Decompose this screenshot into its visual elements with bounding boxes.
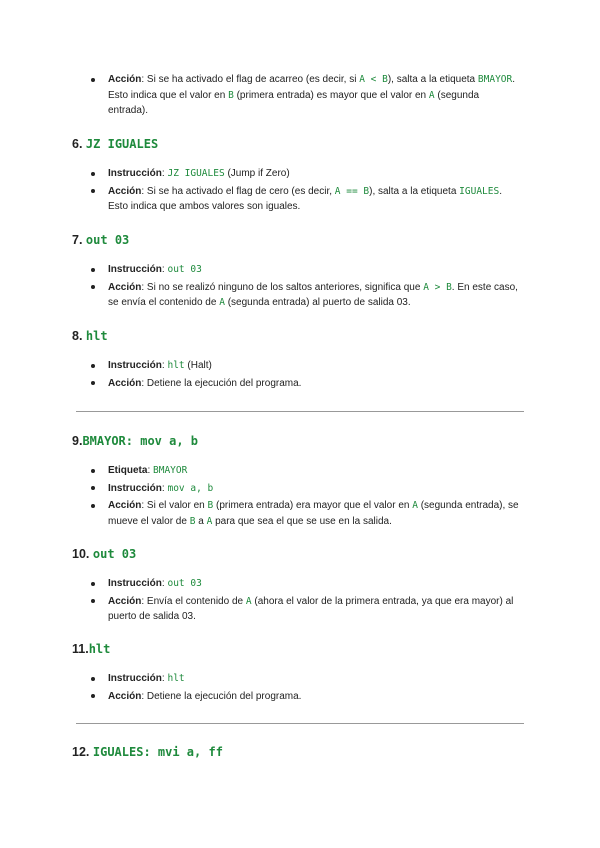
heading-step-10: [72, 547, 136, 561]
step-number: 6.: [72, 137, 83, 151]
heading-code: out 03: [85, 233, 130, 247]
code-inline: B: [207, 500, 214, 511]
code-inline: BMAYOR: [477, 74, 513, 85]
item-label: Acción: [108, 185, 142, 197]
item-text: : Detiene la ejecución del programa.: [141, 690, 302, 702]
item-text: : Si se ha activado el flag de cero (es decir,: [141, 185, 335, 197]
list-item-instruccion: [90, 358, 520, 374]
list-item-instruccion: [90, 481, 520, 497]
code-inline: mov a, b: [167, 482, 214, 494]
item-label: Instrucción: [108, 578, 162, 589]
code-inline: A: [206, 515, 213, 527]
list-item-accion: [90, 72, 520, 119]
divider: [76, 411, 524, 412]
step-number: 7.: [72, 233, 83, 247]
item-text: (Halt): [184, 360, 212, 371]
step-9-list: [90, 463, 520, 531]
item-text: . Esto indica que el valor en: [108, 74, 516, 101]
step-5-list: [90, 72, 520, 121]
list-item-accion: [90, 498, 520, 529]
code-inline: A: [412, 500, 418, 511]
list-item-instruccion: [90, 262, 520, 278]
item-text: . Esto indica que ambos valores son iguales.: [108, 185, 502, 212]
heading-step-12: [72, 745, 223, 759]
heading-code: hlt: [85, 329, 108, 343]
item-text: :: [161, 578, 168, 589]
item-text: para que sea el que se use en la salida.: [212, 515, 392, 527]
item-text: :: [161, 482, 168, 494]
divider: [76, 723, 524, 724]
item-text: (Jump if Zero): [224, 168, 290, 179]
item-text: : Si no se realizó ninguno de los saltos anteriores, significa que: [141, 281, 424, 293]
item-text: :: [161, 673, 168, 684]
item-text: : Detiene la ejecución del programa.: [141, 377, 302, 389]
code-inline: out 03: [167, 578, 202, 589]
item-label: Acción: [108, 595, 142, 607]
step-number: 12.: [72, 745, 90, 759]
item-text: . En este caso, se envía el contenido de: [108, 281, 518, 308]
step-number: 8.: [72, 329, 83, 343]
item-label: Instrucción: [108, 264, 162, 275]
step-number: 9.: [72, 434, 83, 448]
item-label: Acción: [108, 281, 142, 293]
heading-step-7: [72, 233, 129, 247]
heading-code: hlt: [88, 642, 111, 656]
step-number: 10.: [72, 547, 90, 561]
item-text: (ahora el valor de la primera entrada, ya que era mayor) al puerto de salida 03.: [108, 595, 514, 622]
item-text: :: [147, 465, 154, 476]
list-item-instruccion: [90, 166, 520, 182]
item-text: (segunda entrada).: [108, 89, 480, 116]
item-label: Etiqueta: [108, 465, 148, 476]
heading-step-6: [72, 137, 158, 151]
code-inline: hlt: [167, 360, 185, 371]
code-inline: A > B: [423, 281, 452, 293]
code-inline: BMAYOR: [153, 465, 188, 476]
list-item-accion: [90, 280, 520, 311]
list-item-accion: [90, 689, 520, 705]
list-item-instruccion: [90, 671, 520, 687]
code-inline: A: [428, 89, 435, 101]
step-7-list: [90, 262, 520, 313]
item-label: Instrucción: [108, 482, 162, 494]
item-label: Acción: [108, 500, 142, 511]
heading-code: BMAYOR: mov a, b: [82, 434, 199, 448]
code-inline: A == B: [334, 185, 370, 197]
item-label: Acción: [108, 74, 142, 85]
item-text: (segunda entrada) al puerto de salida 03.: [224, 297, 411, 308]
code-inline: A < B: [359, 74, 388, 85]
code-inline: hlt: [167, 673, 185, 684]
list-item-instruccion: [90, 576, 520, 592]
item-label: Instrucción: [108, 360, 162, 371]
item-text: a: [195, 515, 207, 527]
code-inline: out 03: [167, 264, 202, 275]
heading-code: out 03: [92, 547, 137, 561]
list-item-etiqueta: [90, 463, 520, 479]
code-inline: JZ IGUALES: [167, 168, 225, 179]
step-number: 11.: [72, 642, 89, 656]
item-label: Instrucción: [108, 673, 162, 684]
item-label: Instrucción: [108, 168, 162, 179]
item-text: (primera entrada) es mayor que el valor en: [233, 89, 429, 101]
code-inline: B: [228, 89, 234, 101]
heading-step-9: [72, 434, 198, 448]
item-label: Acción: [108, 690, 142, 702]
item-label: Acción: [108, 377, 142, 389]
step-11-list: [90, 671, 520, 706]
heading-step-8: [72, 329, 108, 343]
item-text: (primera entrada) era mayor que el valor en: [213, 500, 413, 511]
item-text: (segunda entrada), se mueve el valor de: [108, 500, 519, 527]
list-item-accion: [90, 184, 520, 215]
item-text: ), salta a la etiqueta: [369, 185, 460, 197]
heading-code: IGUALES: mvi a, ff: [92, 745, 223, 759]
item-text: ), salta a la etiqueta: [387, 74, 478, 85]
code-inline: IGUALES: [459, 185, 500, 197]
item-text: : Si se ha activado el flag de acarreo (es decir, si: [141, 74, 360, 85]
item-text: :: [161, 360, 168, 371]
item-text: :: [161, 168, 168, 179]
code-inline: A: [245, 595, 252, 607]
item-text: : Envía el contenido de: [141, 595, 246, 607]
heading-code: JZ IGUALES: [85, 137, 159, 151]
step-10-list: [90, 576, 520, 627]
item-text: :: [161, 264, 168, 275]
heading-step-11: [72, 642, 110, 656]
item-text: : Si el valor en: [141, 500, 208, 511]
list-item-accion: [90, 594, 520, 625]
step-8-list: [90, 358, 520, 393]
step-6-list: [90, 166, 520, 217]
list-item-accion: [90, 376, 520, 392]
code-inline: B: [189, 515, 196, 527]
code-inline: A: [219, 297, 225, 308]
